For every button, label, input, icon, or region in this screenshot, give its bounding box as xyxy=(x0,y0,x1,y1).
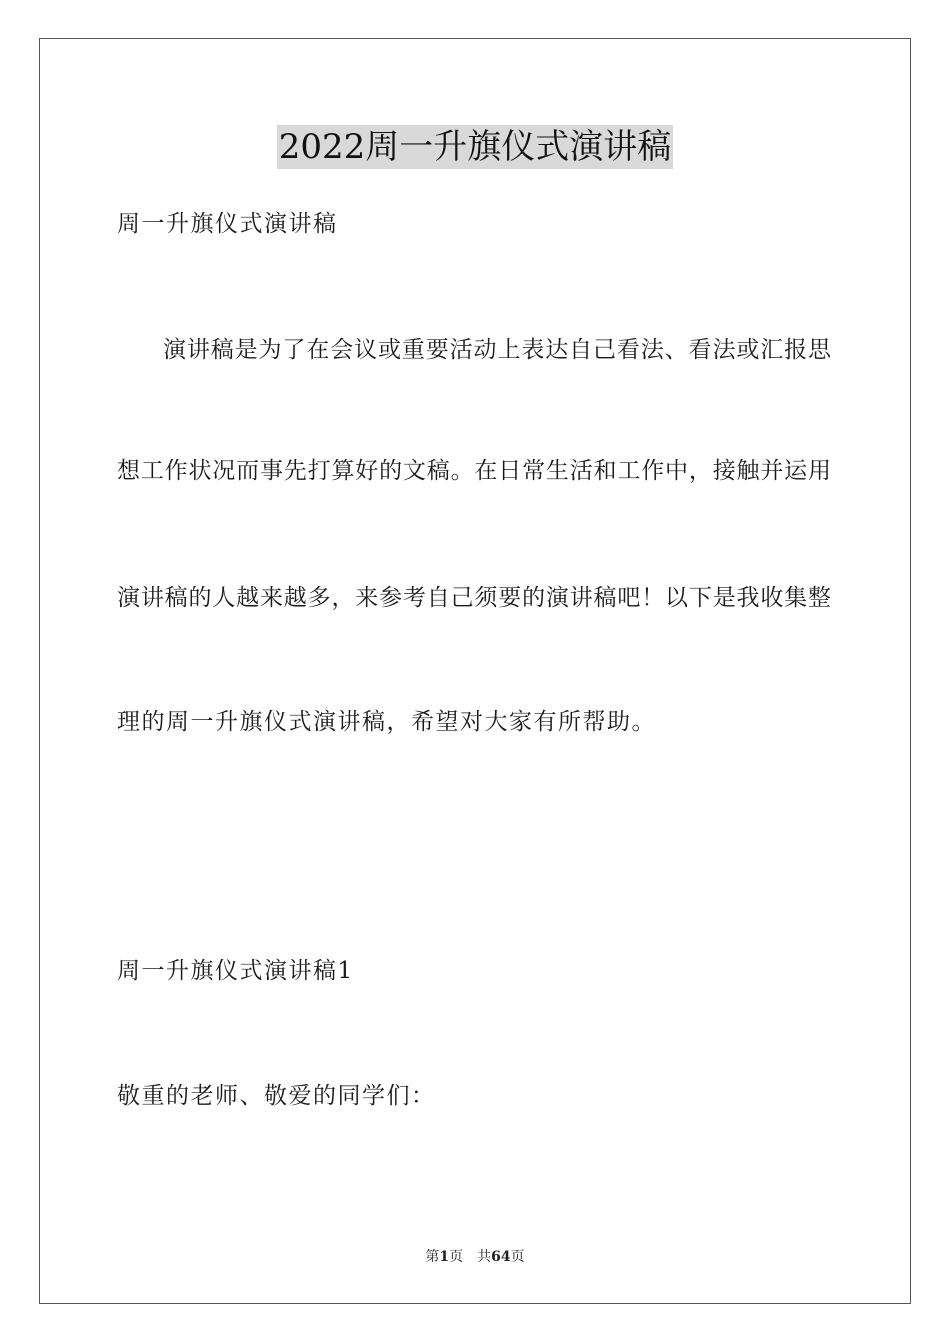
document-title: 2022周一升旗仪式演讲稿 xyxy=(278,127,672,167)
intro-line-1: 演讲稿是为了在会议或重要活动上表达自己看法、看法或汇报思 xyxy=(163,337,831,363)
salutation: 敬重的老师、敬爱的同学们： xyxy=(117,1083,436,1109)
footer-page-prefix: 第 xyxy=(425,1249,440,1265)
intro-line-3: 演讲稿的人越来越多，来参考自己须要的演讲稿吧！以下是我收集整 xyxy=(117,585,831,611)
footer-total-pages: 64 xyxy=(491,1249,511,1265)
intro-line-2: 想工作状况而事先打算好的文稿。在日常生活和工作中，接触并运用 xyxy=(117,458,831,484)
intro-line-4: 理的周一升旗仪式演讲稿，希望对大家有所帮助。 xyxy=(117,709,656,735)
section-heading: 周一升旗仪式演讲稿1 xyxy=(117,958,354,984)
footer-page-number: 1 xyxy=(439,1249,450,1265)
page-footer xyxy=(0,1248,950,1266)
footer-page-suffix: 页 xyxy=(449,1249,464,1265)
document-subtitle: 周一升旗仪式演讲稿 xyxy=(117,211,338,237)
footer-total-suffix: 页 xyxy=(510,1249,525,1265)
footer-total-prefix: 共 xyxy=(477,1249,492,1265)
title-block xyxy=(0,125,950,169)
